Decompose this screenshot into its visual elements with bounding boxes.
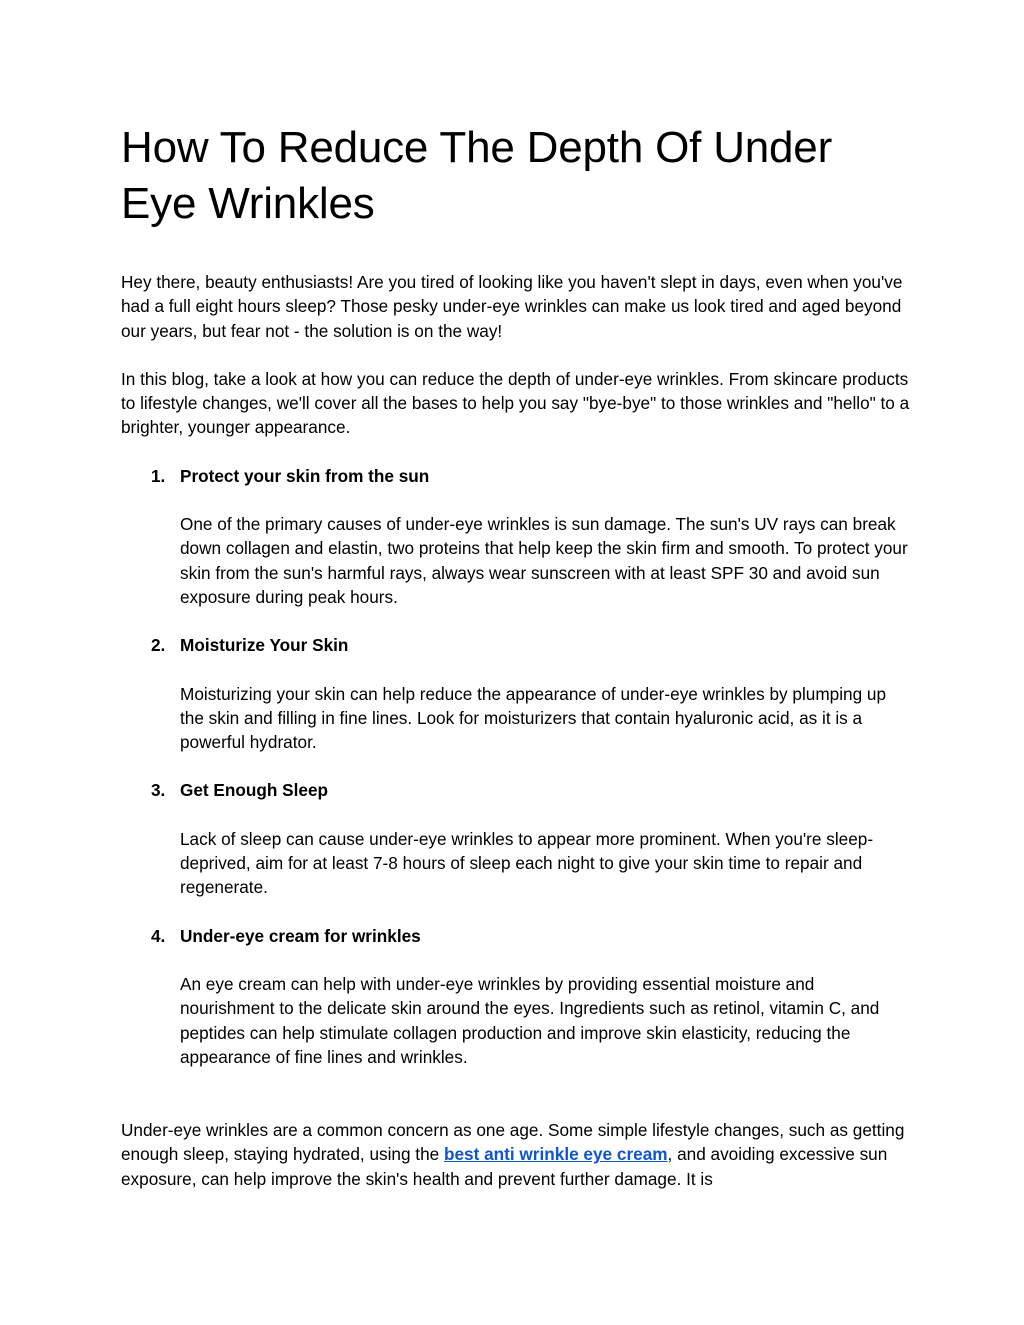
conclusion-text-end: , and avoiding excessive sun exposure, can help improve the skin's health and prevent further damage. It is [121, 1144, 888, 1189]
list-item-heading [121, 924, 911, 948]
tips-list [121, 464, 911, 1069]
list-item-heading [121, 464, 911, 488]
list-item [121, 778, 911, 899]
list-item-heading [121, 778, 911, 802]
list-item-body: Lack of sleep can cause under-eye wrinkles to appear more prominent. When you're sleep-deprived, aim for at least 7-8 hours of sleep each night to give your skin time to repair and regenerate. [180, 828, 874, 898]
eye-cream-link[interactable]: best anti wrinkle eye cream [443, 1144, 668, 1165]
list-item-number: 1. [151, 465, 166, 486]
list-item-number: 4. [151, 925, 166, 946]
list-item-title: Moisturize Your Skin [180, 635, 349, 656]
document-page [121, 120, 911, 1191]
list-item-body: Moisturizing your skin can help reduce the appearance of under-eye wrinkles by plumping up the skin and filling in fine lines. Look for moisturizers that contain hyaluronic acid, as it is a powerful hydrator. [180, 683, 887, 753]
list-item [121, 633, 911, 754]
list-item-title: Protect your skin from the sun [180, 465, 430, 486]
article-title: How To Reduce The Depth Of Under Eye Wrinkles [121, 123, 833, 228]
conclusion-text-start: Under-eye wrinkles are a common concern as one age. Some simple lifestyle changes, such as getting enough sleep, staying hydrated, using the [121, 1120, 905, 1165]
conclusion-paragraph [121, 1118, 911, 1191]
list-item-body: One of the primary causes of under-eye wrinkles is sun damage. The sun's UV rays can break down collagen and elastin, two proteins that help keep the skin firm and smooth. To protect your skin from the sun's harmful rays, always wear sunscreen with at least SPF 30 and avoid sun exposure during peak hours. [180, 514, 908, 607]
list-item-body: An eye cream can help with under-eye wrinkles by providing essential moisture and nourishment to the delicate skin around the eyes. Ingredients such as retinol, vitamin C, and peptides can help stimulate collagen production and improve skin elasticity, reducing the appearance of fine lines and wrinkles. [180, 973, 880, 1067]
list-item-title: Under-eye cream for wrinkles [180, 925, 421, 946]
intro-paragraph-2: In this blog, take a look at how you can reduce the depth of under-eye wrinkles. From skincare products to lifestyle changes, we'll cover all the bases to help you say "bye-bye" to those wrinkles and "hello" to a brighter, younger appearance. [121, 368, 910, 438]
list-item-heading [121, 633, 911, 657]
list-item [121, 924, 911, 1069]
list-item [121, 464, 911, 609]
list-item-number: 2. [151, 635, 166, 656]
intro-paragraph-1: Hey there, beauty enthusiasts! Are you tired of looking like you haven't slept in days, even when you've had a full eight hours sleep? Those pesky under-eye wrinkles can make us look tired and aged beyond our years, but fear not - the solution is on the way! [121, 272, 903, 341]
list-item-number: 3. [151, 780, 166, 801]
list-item-title: Get Enough Sleep [180, 780, 329, 801]
